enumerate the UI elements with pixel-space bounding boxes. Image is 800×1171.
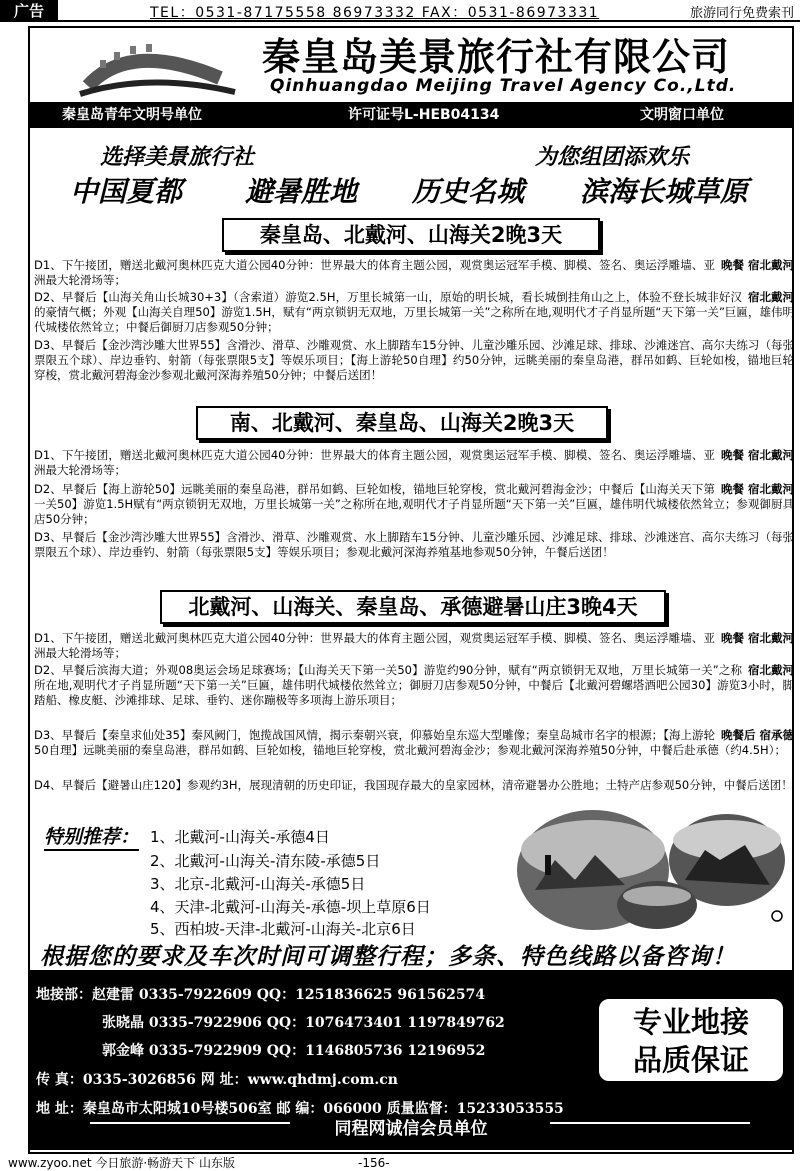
footer [0,1156,800,1171]
meal-note: 晚餐 宿北戴河 [720,258,794,272]
route-3-day-1 [34,631,794,661]
route-3-day-2 [34,663,794,709]
adjust-note: 根据您的要求及车次时间可调整行程；多条、特色线路以备咨询！ [40,944,736,970]
route-title-2: 南、北戴河、秦皇岛、山海关2晚3天 [196,406,608,440]
recommend-item-3: 3、北京-北戴河-山海关-承德5日 [150,875,366,893]
route-1-day-1 [34,258,794,288]
meal-note: 宿北戴河 [748,663,794,677]
big-slogan-4: 滨海长城草原 [580,175,749,208]
credit-label: 同程网诚信会员单位 [334,1119,488,1139]
recommend-label: 特别推荐： [44,822,139,849]
day-text: D1、下午接团，赠送北戴河奥林匹克大道公园40分钟：世界最大的体育主题公园，观赏奥运冠军手模、脚模、签名、奥运浮雕墙、亚洲最大轮滑场等； [34,631,715,661]
meal-note: 宿北戴河 [748,290,794,304]
recommend-item-1: 1、北戴河-山海关-承德4日 [150,828,330,846]
great-wall-logo [70,32,240,104]
meal-note: 晚餐 宿北戴河 [720,631,794,645]
company-name: 秦皇岛美景旅行社有限公司 [262,35,731,79]
meal-note: 晚餐 宿北戴河 [720,482,794,496]
route-1-day-2 [34,290,794,336]
badge-right: 文明窗口单位 [640,107,724,123]
badge-line-1: 专业地接 [632,1005,749,1039]
badge-line-2: 品质保证 [632,1043,749,1077]
meal-note: 晚餐 宿北戴河 [720,448,794,462]
big-slogan-1: 中国夏都 [70,175,183,208]
free-tag: 旅游同行免费索刊 [689,6,794,21]
tel-fax: TEL：0531-87175558 86973332 FAX：0531-86973331 [150,5,600,21]
meal-note: 晚餐后 宿承德 [720,728,794,742]
day-text: D1、下午接团，赠送北戴河奥林匹克大道公园40分钟：世界最大的体育主题公园，观赏奥运冠军手模、脚模、签名、奥运浮雕墙、亚洲最大轮滑场等； [34,258,715,288]
license-bar [30,102,792,128]
big-slogan-2: 避暑胜地 [245,175,358,208]
top-bar [0,0,800,22]
day-text: D4、早餐后【避暑山庄120】参观约3H，展现清朝的历史印证，我国现存最大的皇家园林，清帝避暑办公胜地；土特产店参观50分钟，中餐后送团！ [34,778,793,792]
day-text: D3、早餐后【金沙湾沙雕大世界55】含滑沙、滑草、沙雕观赏、水上脚踏车15分钟、儿童沙雕乐园、沙滩足球、排球、沙滩迷宫、高尔夫练习（每张票限五个球）、岸边垂钓、射箭（每张票限5支】等娱乐项目；【海上游轮50自理】约50分钟，远眺美丽的秦皇岛港，群吊如鹤、巨轮如梭，锚地巨轮穿梭，赏北戴河碧海金沙参观北戴河深海养殖50分钟；中餐后送团！ [34,338,794,383]
day-text: D1、下午接团，赠送北戴河奥林匹克大道公园40分钟：世界最大的体育主题公园，观赏奥运冠军手模、脚模、签名、奥运浮雕墙、亚洲最大轮滑场等； [34,448,715,478]
day-text: D2、早餐后滨海大道；外观08奥运会场足球赛场；【山海关天下第一关50】游览约90分钟，赋有“两京锁钥无双地，万里长城第一关”之称所在地,观明代才子肖显所题“天下第一关”巨匾，雄伟明代城楼依然耸立；御厨刀店参观50分钟，中餐后【北戴河碧螺塔酒吧公园30】游览3小时，脚踏船、橡皮艇、沙滩排球、足球、垂钓、迷你蹦极等多项海上游乐项目； [34,663,794,708]
route-1-day-3 [34,338,794,384]
company-name-en: Qinhuangdao Meijing Travel Agency Co.,Ltd. [270,76,737,96]
route-2-day-3 [34,530,794,560]
day-text: D3、早餐后【秦皇求仙处35】秦风阙门，饱揽战国风情，揭示秦朝兴衰，仰慕始皇东巡大型雕像；秦皇岛城市名字的根源；【海上游轮50自理】远眺美丽的秦皇岛港，群吊如鹤、巨轮如梭，锚地巨轮穿梭，赏北戴河碧海金沙；参观北戴河深海养殖50分钟，中餐后赴承德（约4.5H）； [34,728,786,758]
badge-left: 秦皇岛青年文明号单位 [62,107,202,123]
contact-line-1: 地接部：赵建雷 0335-7922609 QQ：1251836625 961562574 [36,987,486,1003]
route-2-day-2 [34,482,794,528]
day-text: D3、早餐后【金沙湾沙雕大世界55】含滑沙、滑草、沙雕观赏、水上脚踏车15分钟、儿童沙雕乐园、沙滩足球、排球、沙滩迷宫、高尔夫练习（每张票限五个球）、岸边垂钓、射箭（每张票限5支】等娱乐项目；参观北戴河深海养殖基地参观50分钟，午餐后送团！ [34,530,794,560]
footer-site: www.zyoo.net 今日旅游·畅游天下 山东版 [8,1156,235,1170]
recommend-item-2: 2、北戴河-山海关-清东陵-承德5日 [150,852,381,870]
route-title-3: 北戴河、山海关、秦皇岛、承德避暑山庄3晚4天 [160,590,666,624]
day-text: D2、早餐后【山海关角山长城30+3】（含索道）游览2.5H，万里长城第一山，原始的明长城，看长城倒挂角山之上，体验不登长城非好汉的豪情气概；外观【山海关自理50】游览1.5H，赋有“两京锁钥无双地，万里长城第一关”之称所在地,观明代才子肖显所题“天下第一关”巨匾，雄伟明代城楼依然耸立；中餐后御厨刀店参观50分钟； [34,290,794,335]
page-number: -156- [358,1156,390,1170]
slogan-right: 为您组团添欢乐 [535,144,690,170]
recommend-item-5: 5、西柏坡-天津-北戴河-山海关-北京6日 [150,920,416,938]
contact-line-5: 地 址：秦皇岛市太阳城10号楼506室 邮 编：066000 质量监督：15233053555 [36,1101,564,1117]
day-text: D2、早餐后【海上游轮50】远眺美丽的秦皇岛港，群吊如鹤、巨轮如梭，锚地巨轮穿梭，赏北戴河碧海金沙；中餐后【山海关天下第一关50】游览1.5H赋有“两京锁钥无双地，万里长城第一关”之称所在地,观明代才子肖显所题“天下第一关”巨匾，雄伟明代城楼依然耸立；参观御厨具店50分钟； [34,482,794,527]
contact-line-4: 传 真：0335-3026856 网 址：www.qhdmj.com.cn [36,1072,398,1088]
ad-tag: 广告 [0,0,58,22]
route-title-1: 秦皇岛、北戴河、山海关2晚3天 [222,218,600,252]
route-3-day-4 [34,778,794,793]
route-2-day-1 [34,448,794,478]
contact-line-2: 张晓晶 0335-7922906 QQ：1076473401 1197849762 [102,1015,505,1031]
big-slogan-3: 历史名城 [412,175,525,208]
contact-line-3: 郭金峰 0335-7922909 QQ：1146805736 12196952 [102,1043,486,1059]
scenic-photos [515,800,787,930]
license-number: 许可证号L-HEB04134 [348,107,500,123]
route-3-day-3 [34,728,794,758]
quality-badge [597,997,785,1083]
recommend-item-4: 4、天津-北戴河-山海关-承德-坝上草原6日 [150,898,431,916]
slogan-left: 选择美景旅行社 [100,144,255,170]
